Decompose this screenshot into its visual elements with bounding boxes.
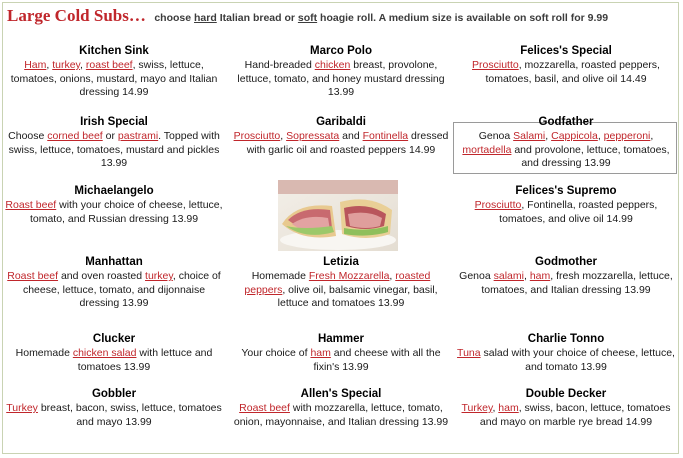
item-name: Letizia [323, 256, 359, 268]
desc-text: with lettuce and tomatoes 13.99 [77, 347, 213, 373]
item-name: Hammer [317, 333, 365, 345]
item-name: Godfather [538, 116, 594, 128]
desc-text: , [80, 59, 86, 71]
item-description [230, 59, 452, 100]
section-note [154, 12, 608, 24]
desc-text: Hand-breaded [244, 59, 315, 71]
menu-item-michaelangelo [3, 184, 225, 226]
menu-item-gobbler [3, 387, 225, 429]
desc-text: Homemade [15, 347, 73, 359]
item-name: Godmother [535, 256, 597, 268]
desc-text: Your choice of [241, 347, 311, 359]
desc-text: , [46, 59, 53, 71]
desc-text: breast, bacon, swiss, lettuce, tomatoes and mayo 13.99 [37, 402, 222, 428]
desc-text: with mozzarella, lettuce, tomato, onion, mayonnaise, and Italian dressing 13.99 [233, 402, 449, 428]
menu-item-garibaldi [230, 115, 452, 157]
ingredient-link[interactable]: corned beef [47, 130, 103, 142]
ingredient-link[interactable]: chicken [314, 59, 351, 71]
menu-item-irish-special [3, 115, 225, 171]
desc-text: , swiss, lettuce, tomatoes, onions, mustard, mayo and Italian dressing 14.99 [10, 59, 218, 98]
menu-item-felices-special [455, 44, 677, 86]
ingredient-link[interactable]: Roast beef [239, 402, 290, 414]
item-description [455, 270, 677, 297]
desc-text: Genoa [459, 270, 494, 282]
desc-text: . Topped with swiss, lettuce, tomatoes, mustard and pickles 13.99 [8, 130, 220, 169]
menu-item-manhattan [3, 255, 225, 311]
desc-text: , [545, 130, 552, 142]
item-description [455, 59, 677, 86]
ingredient-link[interactable]: turkey [52, 59, 81, 71]
menu-item-double-decker [455, 387, 677, 429]
section-title: Large Cold Subs… [7, 6, 146, 25]
item-description [3, 59, 225, 100]
desc-text: salad with your choice of cheese, lettuce, and tomato 13.99 [480, 347, 675, 373]
item-description [230, 402, 452, 429]
ingredient-link[interactable]: ham [529, 270, 551, 282]
ingredient-link[interactable]: turkey [145, 270, 173, 282]
ingredient-link[interactable]: Tuna [457, 347, 481, 359]
desc-text: , choice of cheese, lettuce, tomato, and dijonnaise dressing 13.99 [22, 270, 221, 309]
item-name: Felices's Supremo [515, 185, 617, 197]
item-description [3, 347, 225, 374]
ingredient-link[interactable]: roasted peppers [244, 270, 431, 296]
item-description [455, 199, 677, 226]
ingredient-link[interactable]: Sopressata [286, 130, 340, 142]
desc-text: , fresh mozzarella, lettuce, tomatoes, and Italian dressing 13.99 [481, 270, 673, 296]
item-name: Charlie Tonno [527, 333, 605, 345]
ingredient-link[interactable]: pepperoni [603, 130, 651, 142]
desc-text: Homemade [251, 270, 309, 282]
desc-text: Choose [8, 130, 48, 142]
desc-text: and cheese with all the fixin's 13.99 [313, 347, 441, 373]
ingredient-link[interactable]: Turkey [461, 402, 493, 414]
item-name: Clucker [92, 333, 136, 345]
desc-text: , swiss, bacon, lettuce, tomatoes and mayo on marble rye bread 14.99 [479, 402, 671, 428]
ingredient-link[interactable]: ham [310, 347, 331, 359]
menu-item-charlie-tonno [455, 332, 677, 374]
ingredient-link[interactable]: ham [498, 402, 519, 414]
item-name: Double Decker [525, 388, 607, 400]
ingredient-link[interactable]: Salami [513, 130, 546, 142]
item-description [3, 270, 225, 311]
item-description [455, 402, 677, 429]
menu-item-allens-special [230, 387, 452, 429]
ingredient-link[interactable]: Cappicola [551, 130, 598, 142]
menu-item-godmother [455, 255, 677, 297]
menu-header [7, 6, 677, 26]
ingredient-link[interactable]: Fresh Mozzarella [308, 270, 390, 282]
ingredient-link[interactable]: roast beef [85, 59, 133, 71]
note-roll-option: soft [297, 12, 318, 24]
item-name: Manhattan [85, 256, 143, 268]
desc-text: , mozzarella, roasted peppers, tomatoes, basil, and olive oil 14.49 [485, 59, 660, 85]
note-bread-option: hard [194, 12, 217, 24]
desc-text: , [389, 270, 396, 282]
sandwich-photo [278, 180, 398, 251]
note-text: hoagie roll. A medium size is available on soft roll for 9.99 [317, 12, 609, 24]
ingredient-link[interactable]: Roast beef [5, 199, 57, 211]
item-description [230, 347, 452, 374]
item-description [3, 130, 225, 171]
item-name: Kitchen Sink [79, 45, 149, 57]
desc-text: , olive oil, balsamic vinegar, basil, lettuce and tomatoes 13.99 [277, 283, 438, 309]
ingredient-link[interactable]: Prosciutto [233, 130, 281, 142]
desc-text: , [597, 130, 604, 142]
desc-text: with your choice of cheese, lettuce, tomato, and Russian dressing 13.99 [29, 199, 223, 225]
ingredient-link[interactable]: Prosciutto [474, 199, 522, 211]
desc-text: or [102, 130, 118, 142]
desc-text: , Fontinella, roasted peppers, tomatoes, and olive oil 14.99 [499, 199, 658, 225]
desc-text: , [492, 402, 499, 414]
ingredient-link[interactable]: Prosciutto [472, 59, 519, 71]
desc-text: breast, provolone, lettuce, tomato, and honey mustard dressing 13.99 [237, 59, 445, 98]
item-name: Michaelangelo [74, 185, 154, 197]
sandwich-image [278, 180, 398, 251]
ingredient-link[interactable]: Roast beef [7, 270, 59, 282]
desc-text: dressed with garlic oil and roasted peppers 14.99 [246, 130, 449, 156]
item-name: Garibaldi [316, 116, 366, 128]
item-description [230, 130, 452, 157]
desc-text: , [523, 270, 530, 282]
ingredient-link[interactable]: salami [493, 270, 524, 282]
item-description [3, 402, 225, 429]
desc-text: , [280, 130, 287, 142]
menu-item-godfather [455, 115, 677, 171]
note-text: choose [154, 12, 195, 24]
desc-text: and [339, 130, 363, 142]
ingredient-link[interactable]: Ham [24, 59, 47, 71]
desc-text: Genoa [478, 130, 514, 142]
menu-item-letizia [230, 255, 452, 311]
menu-item-marco-polo [230, 44, 452, 100]
menu-item-felices-supremo [455, 184, 677, 226]
item-description [230, 270, 452, 311]
ingredient-link[interactable]: Fontinella [362, 130, 409, 142]
menu-item-kitchen-sink [3, 44, 225, 100]
ingredient-link[interactable]: pastrami [117, 130, 159, 142]
ingredient-link[interactable]: Turkey [6, 402, 38, 414]
menu-item-hammer [230, 332, 452, 374]
item-name: Felices's Special [520, 45, 612, 57]
ingredient-link[interactable]: chicken salad [72, 347, 137, 359]
item-name: Marco Polo [310, 45, 372, 57]
item-name: Gobbler [91, 388, 137, 400]
desc-text: , [650, 130, 654, 142]
item-name: Irish Special [80, 116, 148, 128]
ingredient-link[interactable]: mortadella [462, 143, 512, 156]
item-description [3, 199, 225, 226]
item-description [455, 130, 677, 171]
desc-text: and provolone, lettuce, tomatoes, and dressing 13.99 [511, 143, 670, 169]
note-text: Italian bread or [216, 12, 298, 24]
menu-item-clucker [3, 332, 225, 374]
item-name: Allen's Special [300, 388, 382, 400]
item-description [455, 347, 677, 374]
desc-text: and oven roasted [58, 270, 146, 282]
